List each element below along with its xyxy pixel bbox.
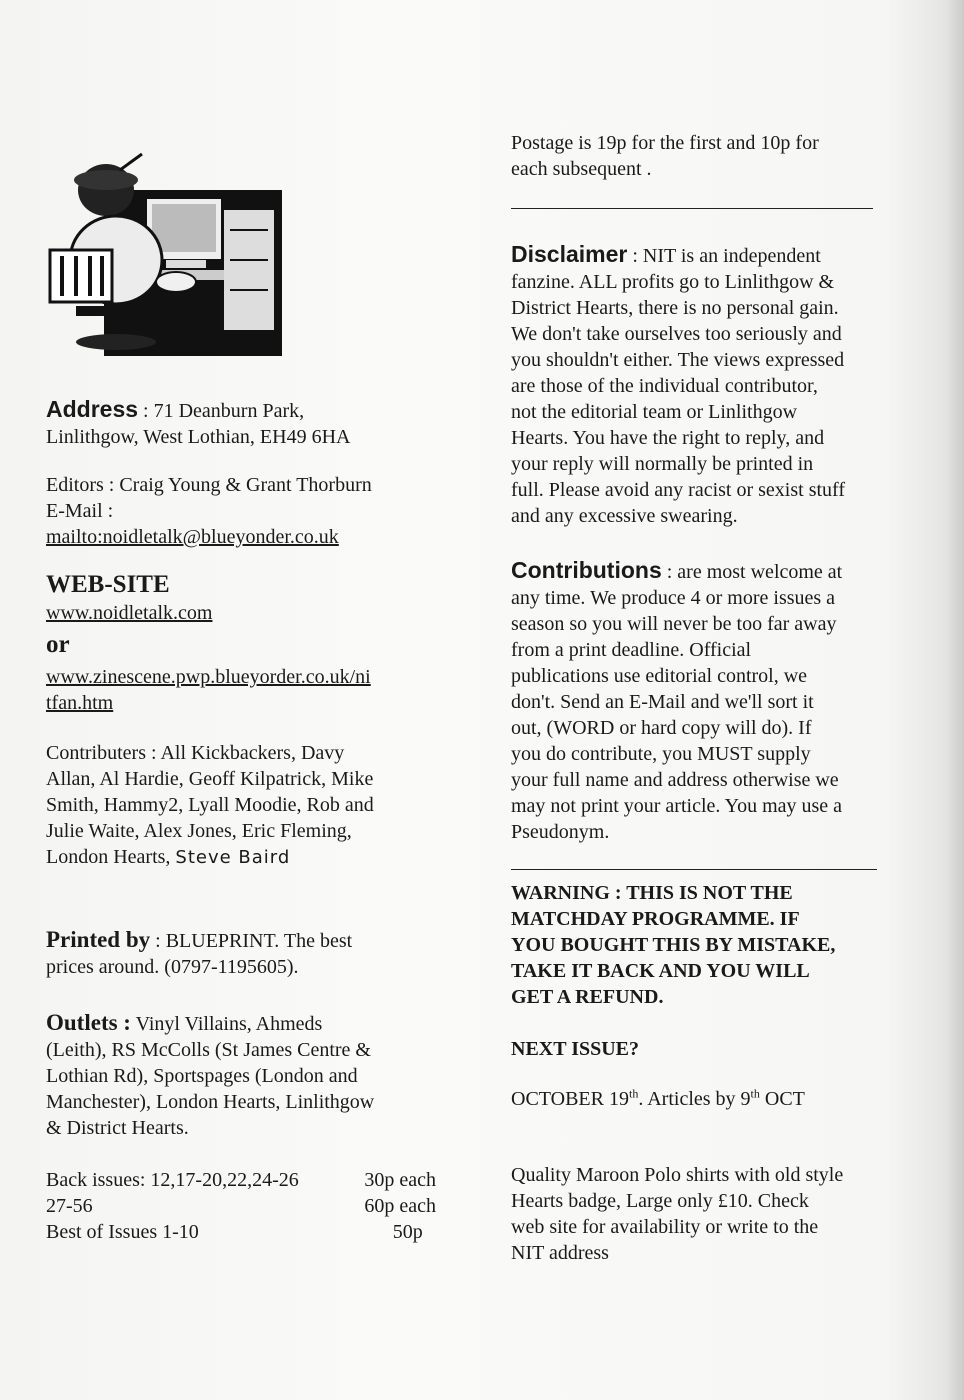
- contributors-line: Contributers : All Kickbackers, Davy: [46, 742, 345, 764]
- outlets-line: (Leith), RS McColls (St James Centre &: [46, 1039, 371, 1061]
- disclaimer-line: are those of the individual contributor,: [511, 375, 818, 397]
- back-issues-price: 60p each: [364, 1195, 436, 1217]
- printed-by-label: Printed by: [46, 927, 151, 952]
- contributors-last-line: London Hearts,: [46, 846, 171, 868]
- disclaimer-line: not the editorial team or Linlithgow: [511, 401, 798, 423]
- outlets-block: [46, 1010, 446, 1141]
- address-label: Address: [46, 396, 139, 422]
- email-link[interactable]: mailto:noidletalk@blueyonder.co.uk: [46, 526, 339, 548]
- disclaimer-line: full. Please avoid any racist or sexist stuff: [511, 479, 846, 501]
- outlets-label: Outlets :: [46, 1010, 131, 1035]
- left-column: [46, 150, 446, 1245]
- contributions-line: from a print deadline. Official: [511, 639, 752, 661]
- back-issues-cell: 27-56: [46, 1195, 93, 1217]
- merch-block: [511, 1162, 901, 1266]
- next-issue-articles-sup: th: [750, 1086, 760, 1101]
- disclaimer-line: District Hearts, there is no personal gain.: [511, 297, 839, 319]
- next-issue-articles-end: OCT: [759, 1088, 805, 1110]
- merch-line: Hearts badge, Large only £10. Check: [511, 1190, 809, 1212]
- warning-line: YOU BOUGHT THIS BY MISTAKE,: [511, 934, 836, 956]
- next-issue-date-text: OCTOBER 19: [511, 1088, 629, 1110]
- back-issues-price: 50p: [392, 1221, 423, 1243]
- website-block: [46, 570, 446, 716]
- disclaimer-line: your reply will normally be printed in: [511, 453, 814, 475]
- table-row: [46, 1167, 436, 1193]
- back-issues-price: 30p each: [364, 1169, 436, 1191]
- disclaimer-block: [511, 241, 901, 529]
- website-heading: WEB-SITE: [46, 571, 170, 598]
- next-issue-date: [511, 1086, 901, 1112]
- warning-line: MATCHDAY PROGRAMME. IF: [511, 908, 800, 930]
- printed-by-text1: : BLUEPRINT. The best: [150, 930, 353, 952]
- address-line1: : 71 Deanburn Park,: [138, 400, 305, 422]
- editors-block: [46, 472, 446, 550]
- divider: [511, 208, 873, 209]
- contributions-line: season so you will never be too far away: [511, 613, 837, 635]
- contributors-line: Smith, Hammy2, Lyall Moodie, Rob and: [46, 794, 374, 816]
- back-issues-table: [46, 1167, 436, 1245]
- back-issues-cell: Best of Issues 1-10: [46, 1221, 199, 1243]
- handwritten-name: Steve Baird: [175, 847, 291, 868]
- contributions-block: [511, 557, 901, 845]
- warning-line: GET A REFUND.: [511, 986, 664, 1008]
- merch-line: Quality Maroon Polo shirts with old style: [511, 1164, 844, 1186]
- disclaimer-line: Hearts. You have the right to reply, and: [511, 427, 825, 449]
- disclaimer-label: Disclaimer: [511, 241, 628, 267]
- merch-line: NIT address: [511, 1242, 609, 1264]
- merch-line: web site for availability or write to the: [511, 1216, 819, 1238]
- contributors-line: Julie Waite, Alex Jones, Eric Fleming,: [46, 820, 352, 842]
- next-issue-date-sup: th: [628, 1086, 639, 1101]
- contributions-line: may not print your article. You may use a: [511, 795, 843, 817]
- printed-by-text2: prices around. (0797-1195605).: [46, 956, 299, 978]
- contributions-line: don't. Send an E-Mail and we'll sort it: [511, 691, 814, 713]
- website-url2-line1[interactable]: www.zinescene.pwp.blueyorder.co.uk/ni: [46, 666, 371, 688]
- divider: [511, 869, 877, 870]
- disclaimer-line: you shouldn't either. The views expressed: [511, 349, 845, 371]
- address-line2: Linlithgow, West Lothian, EH49 6HA: [46, 426, 351, 448]
- warning-block: [511, 880, 901, 1010]
- next-issue-heading: NEXT ISSUE?: [511, 1038, 640, 1060]
- address-block: [46, 396, 446, 450]
- contributors-block: [46, 740, 446, 871]
- contributions-line: out, (WORD or hard copy will do). If: [511, 717, 812, 739]
- warning-line: TAKE IT BACK AND YOU WILL: [511, 960, 810, 982]
- contributions-line: Pseudonym.: [511, 821, 610, 843]
- website-or: or: [46, 631, 70, 658]
- page-edge-shadow: [946, 0, 964, 1400]
- table-row: [46, 1219, 436, 1245]
- contributions-text1: : are most welcome at: [661, 561, 843, 583]
- contributions-label: Contributions: [511, 557, 662, 583]
- postage-line2: each subsequent .: [511, 158, 652, 180]
- contributions-line: you do contribute, you MUST supply: [511, 743, 811, 765]
- warning-line: WARNING : THIS IS NOT THE: [511, 882, 793, 904]
- website-url2-line2[interactable]: tfan.htm: [46, 692, 114, 714]
- next-issue-articles-text: . Articles by 9: [638, 1088, 751, 1110]
- back-issues-cell: Back issues: 12,17-20,22,24-26: [46, 1169, 299, 1191]
- outlets-line: Manchester), London Hearts, Linlithgow: [46, 1091, 375, 1113]
- disclaimer-line: We don't take ourselves too seriously and: [511, 323, 842, 345]
- disclaimer-line: and any excessive swearing.: [511, 505, 738, 527]
- contributions-line: your full name and address otherwise we: [511, 769, 839, 791]
- printed-by-block: [46, 927, 446, 980]
- table-row: [46, 1193, 436, 1219]
- postage-block: [511, 130, 901, 182]
- contributors-line: Allan, Al Hardie, Geoff Kilpatrick, Mike: [46, 768, 374, 790]
- postage-line1: Postage is 19p for the first and 10p for: [511, 132, 819, 154]
- contributions-line: publications use editorial control, we: [511, 665, 808, 687]
- disclaimer-line: fanzine. ALL profits go to Linlithgow &: [511, 271, 835, 293]
- email-label: E-Mail :: [46, 500, 114, 522]
- right-column: [511, 130, 901, 1266]
- contributions-line: any time. We produce 4 or more issues a: [511, 587, 836, 609]
- website-url1[interactable]: www.noidletalk.com: [46, 602, 213, 624]
- outlets-line: Lothian Rd), Sportspages (London and: [46, 1065, 358, 1087]
- disclaimer-text1: : NIT is an independent: [627, 245, 821, 267]
- outlets-line: & District Hearts.: [46, 1117, 189, 1139]
- editors-line: Editors : Craig Young & Grant Thorburn: [46, 474, 372, 496]
- outlets-text1: Vinyl Villains, Ahmeds: [130, 1013, 323, 1035]
